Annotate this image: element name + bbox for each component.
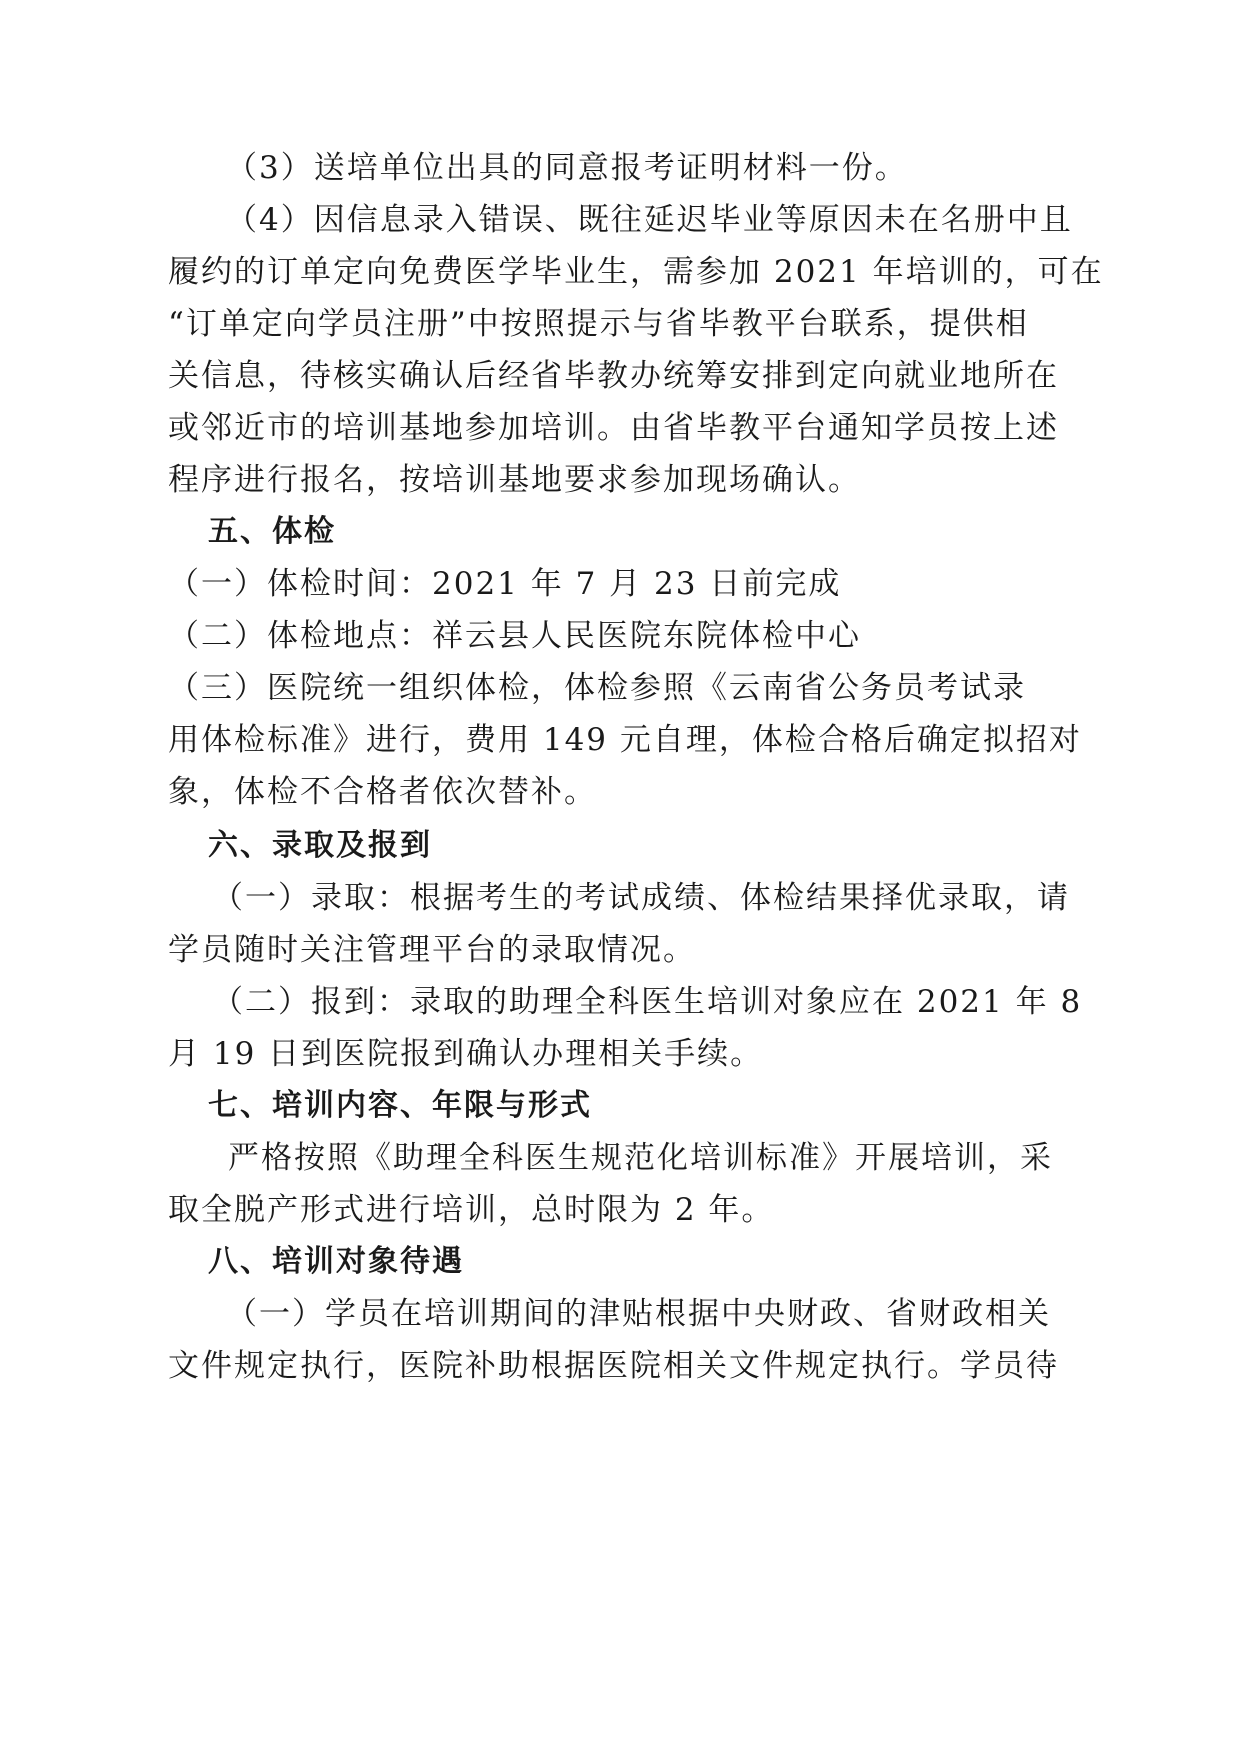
para-line-4: “订单定向学员注册”中按照提示与省毕教平台联系，提供相 [168,306,1029,342]
para-line-11: 用体检标准》进行，费用 149 元自理，体检合格后确定拟招对 [168,722,1082,758]
para-line-14: 学员随时关注管理平台的录取情况。 [168,932,696,968]
section-heading-6: 六、录取及报到 [208,828,432,863]
para-line-13: （一）录取：根据考生的考试成绩、体检结果择优录取，请 [212,880,1070,916]
section-heading-5: 五、体检 [208,514,336,549]
para-line-7: 程序进行报名，按培训基地要求参加现场确认。 [168,462,861,498]
para-line-10: （三）医院统一组织体检，体检参照《云南省公务员考试录 [168,670,1026,706]
para-line-19: （一）学员在培训期间的津贴根据中央财政、省财政相关 [226,1296,1051,1332]
para-line-18: 取全脱产形式进行培训，总时限为 2 年。 [168,1192,775,1228]
para-line-15: （二）报到：录取的助理全科医生培训对象应在 2021 年 8 [212,984,1083,1020]
para-line-1: （3）送培单位出具的同意报考证明材料一份。 [226,150,908,186]
para-line-12: 象，体检不合格者依次替补。 [168,774,597,810]
para-line-6: 或邻近市的培训基地参加培训。由省毕教平台通知学员按上述 [168,410,1059,446]
para-line-2: （4）因信息录入错误、既往延迟毕业等原因未在名册中且 [226,202,1073,238]
para-line-9: （二）体检地点：祥云县人民医院东院体检中心 [168,618,861,654]
para-line-17: 严格按照《助理全科医生规范化培训标准》开展培训，采 [228,1140,1053,1176]
section-heading-8: 八、培训对象待遇 [208,1244,464,1279]
para-line-16: 月 19 日到医院报到确认办理相关手续。 [168,1036,764,1072]
para-line-8: （一）体检时间：2021 年 7 月 23 日前完成 [168,566,842,602]
para-line-5: 关信息，待核实确认后经省毕教办统筹安排到定向就业地所在 [168,358,1059,394]
para-line-3: 履约的订单定向免费医学毕业生，需参加 2021 年培训的，可在 [168,254,1104,290]
para-line-20: 文件规定执行，医院补助根据医院相关文件规定执行。学员待 [168,1348,1059,1384]
section-heading-7: 七、培训内容、年限与形式 [208,1088,592,1123]
